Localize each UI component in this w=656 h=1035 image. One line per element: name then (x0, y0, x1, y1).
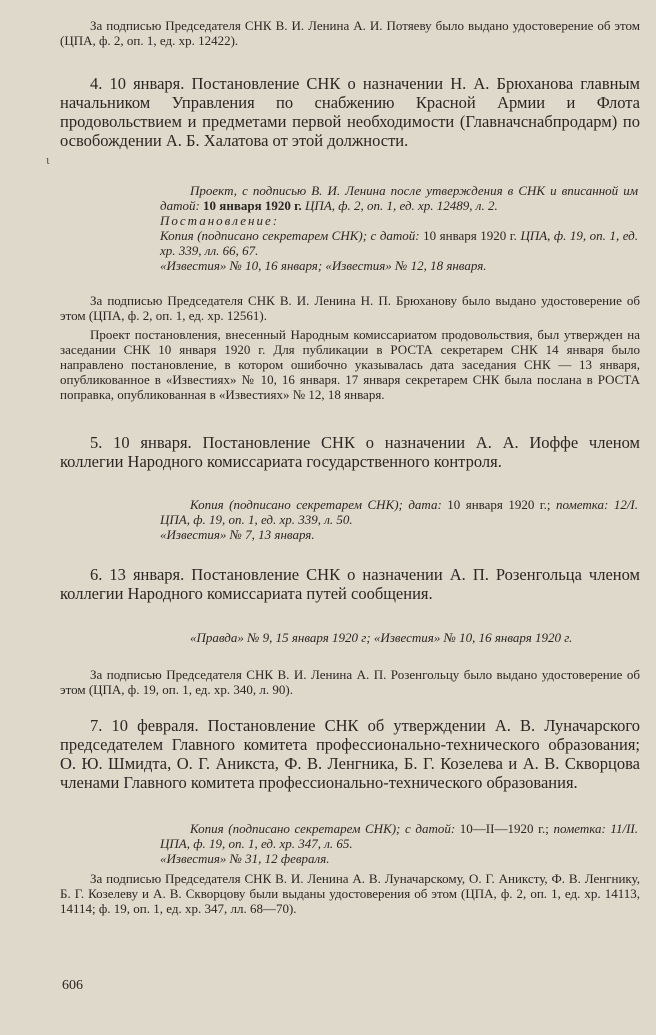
page-number: 606 (62, 978, 83, 993)
entry-7-text: 7. 10 февраля. Постановление СНК об утверждении А. В. Луначарского председателем Главного комитета профессионально-технического образования; О. Ю. Шмидта, О. Г. Аникста, Ф. В. Ленгника, Б. Г. Козелева и А. В. Скворцова членами Главного комитета профессионально-технического образования. (60, 716, 640, 792)
entry-7-src-c: пометка: 11/II. ЦПА, ф. 19, оп. 1, ед. хр. 347, л. 65. (160, 821, 638, 851)
entry-4-src-d: Постановление: (160, 213, 280, 228)
note-rozengolts: За подписью Председателя СНК В. И. Ленина А. П. Розенгольцу было выдано удостоверение об этом (ЦПА, ф. 19, оп. 1, ед. хр. 340, л. 90). (60, 667, 640, 697)
entry-7-src-b: 10—II—1920 г.; (459, 821, 549, 836)
entry-4-src-c: ЦПА, ф. 2, оп. 1, ед. хр. 12489, л. 2. (305, 198, 498, 213)
entry-6-src-a: «Правда» № 9, 15 января 1920 г; «Известия» № 10, 16 января 1920 г. (190, 630, 573, 645)
entry-4-source (160, 183, 638, 273)
margin-mark: ι (46, 152, 50, 167)
entry-4-src-f: 10 января 1920 г. (423, 228, 517, 243)
entry-5-src-d: «Известия» № 7, 13 января. (160, 527, 315, 542)
note-bryukhanov: За подписью Председателя СНК В. И. Ленина Н. П. Брюханову было выдано удостоверение об этом (ЦПА, ф. 2, оп. 1, ед. хр. 12561). (60, 293, 640, 323)
note-potyaev: За подписью Председателя СНК В. И. Ленина А. И. Потяеву было выдано удостоверение об этом (ЦПА, ф. 2, оп. 1, ед. хр. 12422). (60, 18, 640, 48)
note-project: Проект постановления, внесенный Народным комиссариатом продовольствия, был утвержден на заседании СНК 10 января 1920 г. Для публикации в РОСТА секретарем СНК 14 января было направлено постановление, в котором ошибочно указывалась дата заседания СНК — 13 января, опубликованное в «Известиях» № 10, 16 января. 17 января секретарем СНК была послана в РОСТА поправка, опубликованная в «Известиях» № 12, 18 января. (60, 327, 640, 402)
entry-7-src-a: Копия (подписано секретарем СНК); с датой: (190, 821, 456, 836)
entry-4-src-b: 10 января 1920 г. (203, 198, 302, 213)
entry-4-src-g: ЦПА, ф. 19, оп. 1, ед. хр. 339, лл. 66, 67. (160, 228, 638, 258)
entry-4-src-a: Проект, с подписью В. И. Ленина после утверждения в СНК и вписанной им датой: (160, 183, 638, 213)
entry-5-src-c: пометка: 12/I. ЦПА, ф. 19, оп. 1, ед. хр. 339, л. 50. (160, 497, 639, 527)
entry-4-src-h: «Известия» № 10, 16 января; «Известия» № 12, 18 января. (160, 258, 487, 273)
note-lunacharsky: За подписью Председателя СНК В. И. Ленина А. В. Луначарскому, О. Г. Аниксту, Ф. В. Ленгнику, Б. Г. Козелеву и А. В. Скворцову были выданы удостоверения об этом (ЦПА, ф. 2, оп. 1, ед. хр. 14113, 14114; ф. 19, оп. 1, ед. хр. 347, лл. 68—70). (60, 871, 640, 916)
entry-6-text: 6. 13 января. Постановление СНК о назначении А. П. Розенгольца членом коллегии Народного комиссариата путей сообщения. (60, 565, 640, 603)
entry-7-source (160, 821, 638, 866)
entry-5-text: 5. 10 января. Постановление СНК о назначении А. А. Иоффе членом коллегии Народного комиссариата государственного контроля. (60, 433, 640, 471)
entry-6-source (160, 630, 638, 645)
entry-7-src-d: «Известия» № 31, 12 февраля. (160, 851, 330, 866)
entry-5-source (160, 497, 638, 542)
entry-5-src-a: Копия (подписано секретарем СНК); дата: (190, 497, 442, 512)
entry-5-src-b: 10 января 1920 г.; (447, 497, 551, 512)
entry-4-src-e: Копия (подписано секретарем СНК); с датой: (160, 228, 420, 243)
entry-4-text: 4. 10 января. Постановление СНК о назначении Н. А. Брюханова главным начальником Управления по снабжению Красной Армии и Флота продовольствием и предметами первой необходимости (Главначснабпродарм) по освобождении А. Б. Халатова от этой должности. (60, 74, 640, 150)
